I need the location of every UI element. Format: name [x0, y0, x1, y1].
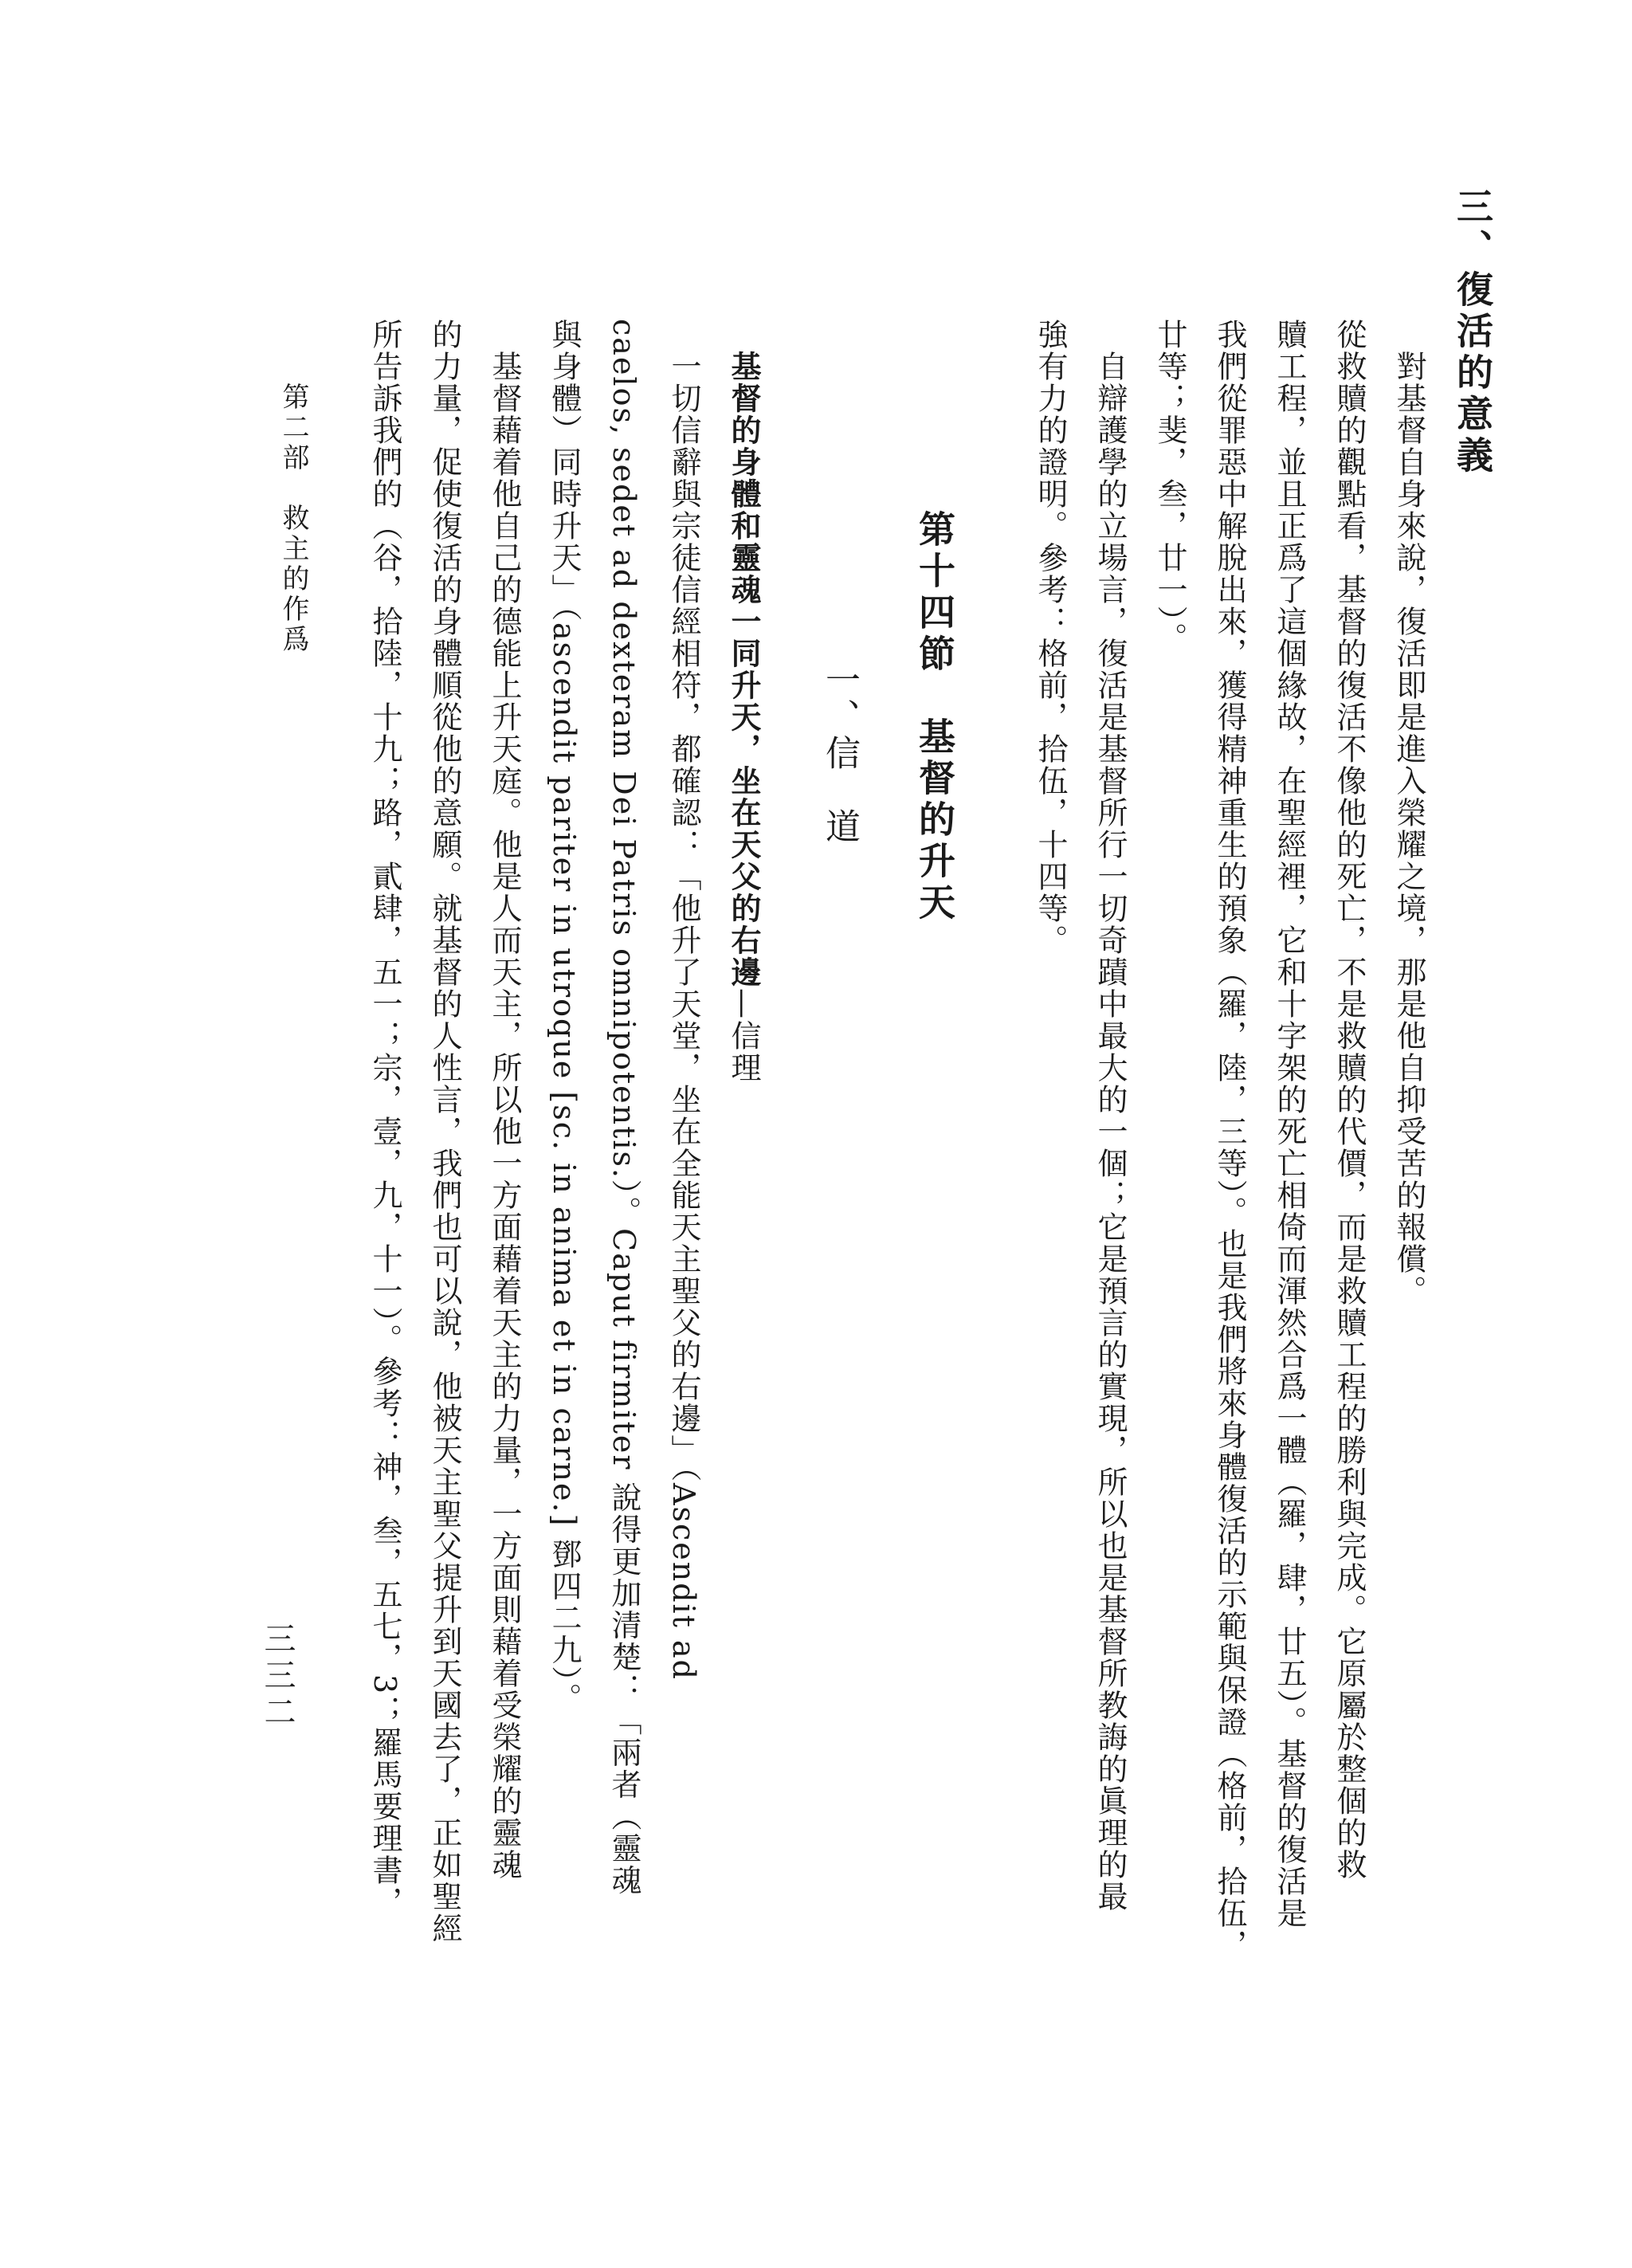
thesis-label: —信理 [726, 988, 761, 1084]
paragraph-line: 我們從罪惡中解脫出來，獲得精神重生的預象（羅，陸，三等）。也是我們將來身體復活的示範與保證（格前，拾伍， [1212, 319, 1247, 1961]
paragraph-line: 強有力的證明。參考：格前，拾伍，十四等。 [1033, 319, 1068, 956]
paragraph-line: 從救贖的觀點看，基督的復活不像他的死亡，不是救贖的代價，而是救贖工程的勝利與完成。它原屬於整個的救 [1332, 319, 1367, 1881]
body-line: 基督藉着他自己的德能上升天庭。他是人而天主，所以他一方面藉着天主的力量，一方面則藉着受榮耀的靈魂 [487, 351, 522, 1881]
running-footer: 第二部 救主的作爲 [277, 383, 309, 655]
body-line: 一切信辭與宗徒信經相符，都確認：「他升了天堂，坐在全能天主聖父的右邊」（Ascendit ad [666, 351, 701, 1681]
body-line: 所告訴我們的（谷，拾陸，十九；路，貳肆，五一；宗，壹，九，十一）。參考：神，叁，五七，3；羅馬要理書， [367, 319, 402, 1919]
thesis-text: 基督的身體和靈魂一同升天，坐在天父的右邊 [726, 351, 762, 988]
body-line: caelos, sedet ad dexteram Dei Patris omnipotentis.）。Caput firmiter 說得更加清楚：「兩者（靈魂 [606, 319, 641, 1897]
paragraph-line: 廿等；斐，叁，廿一）。 [1152, 319, 1187, 654]
body-line: 的力量，促使復活的身體順從他的意願。就基督的人性言，我們也可以說，他被天主聖父提升到天國去了，正如聖經 [427, 319, 462, 1944]
thesis-line [720, 351, 767, 1084]
paragraph-line: 對基督自身來說，復活即是進入榮耀之境，那是他自抑受苦的報償。 [1391, 351, 1426, 1307]
body-line: 與身體）同時升天」（ascendit pariter in utroque [sc. in anima et in carne.] 鄧四二九）。 [547, 319, 582, 1715]
paragraph-line: 贖工程，並且正爲了這個緣故，在聖經裡，它和十字架的死亡相倚而渾然合爲一體（羅，肆，廿五）。基督的復活是 [1272, 319, 1307, 1929]
paragraph-line: 自辯護學的立場言，復活是基督所行一切奇蹟中最大的一個；它是預言的實現，所以也是基督所教誨的眞理的最 [1093, 351, 1128, 1913]
page-number: 三三二 [259, 1622, 296, 1732]
subsection-heading: 一、信 道 [819, 661, 860, 845]
section-heading: 三、復活的意義 [1451, 187, 1494, 477]
chapter-title: 第十四節 基督的升天 [913, 510, 956, 924]
